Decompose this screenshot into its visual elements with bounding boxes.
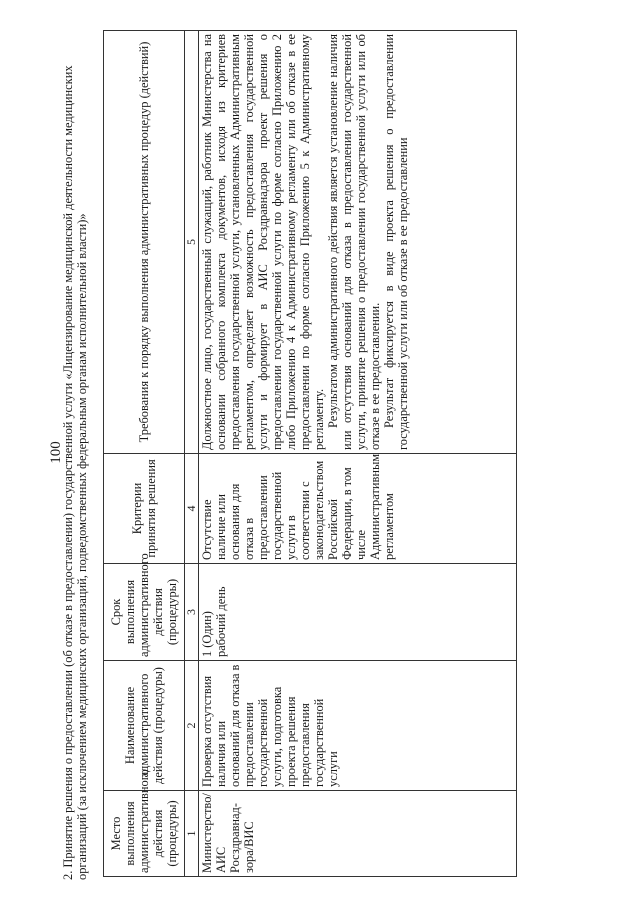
requirements-paragraph: Результатом административного действия является установление наличия или отсутствия оснований для отказа в предоставлении государственной услуги, принятие решения о предоставлении государственной услуги или об отказе в ее предоставлении. <box>326 34 382 450</box>
cell-term: 1 (Один) рабочий день <box>199 564 517 661</box>
header-requirements: Требования к порядку выполнения административных процедур (действий) <box>104 31 185 454</box>
page-number: 100 <box>48 441 64 464</box>
column-number: 5 <box>185 31 199 454</box>
requirements-paragraph: Результат фиксируется в виде проекта решения о предоставлении государственной услуги или об отказе в ее предоставлении <box>382 34 410 450</box>
header-term: Срок выполнения административного действия (процедуры) <box>104 564 185 661</box>
column-number: 2 <box>185 661 199 791</box>
cell-action: Проверка отсутствия наличия или оснований для отказа в предоставлении государственной услуги, подготовка проекта решения предоставления государственной услуги <box>199 661 517 791</box>
cell-place: Министерство/ АИС Росздравнад-зора/ВИС <box>199 791 517 877</box>
section-heading: 2. Принятие решения о предоставлении (об отказе в предоставлении) государственной услуги «Лицензирование медицинской деятельности медицинских организаций (за исключением медицинских организаций, подведомственных федеральным органам исполнительной власти)» <box>61 65 89 880</box>
header-action: Наименование административного действия (процедуры) <box>104 661 185 791</box>
requirements-paragraph: Должностное лицо, государственный служащий, работник Министерства на основании собранного комплекта документов, исходя из критериев предоставления государственной услуги, установленных Административным регламентом, определяет возможность предоставления государственной услуги и формирует в АИС Росздравнадзора проект решения о предоставлении государственной услуги по форме согласно Приложению 2 либо Приложению 4 к Административному регламенту или об отказе в ее предоставлении по форме согласно Приложению 5 к Административному регламенту. <box>200 34 326 450</box>
procedure-table <box>103 30 517 877</box>
table-header-row <box>104 31 185 877</box>
cell-criteria: Отсутствие наличие или основания для отказа в предоставлении государственной услуги в соответствии с законодательством Российской Федерации, в том числе Административным регламентом <box>199 454 517 564</box>
cell-requirements <box>199 31 517 454</box>
column-number: 3 <box>185 564 199 661</box>
header-place: Место выполнения административного действия (процедуры) <box>104 791 185 877</box>
header-criteria: Критерии принятия решения <box>104 454 185 564</box>
column-number-row <box>185 31 199 877</box>
table-row <box>199 31 517 877</box>
column-number: 4 <box>185 454 199 564</box>
column-number: 1 <box>185 791 199 877</box>
